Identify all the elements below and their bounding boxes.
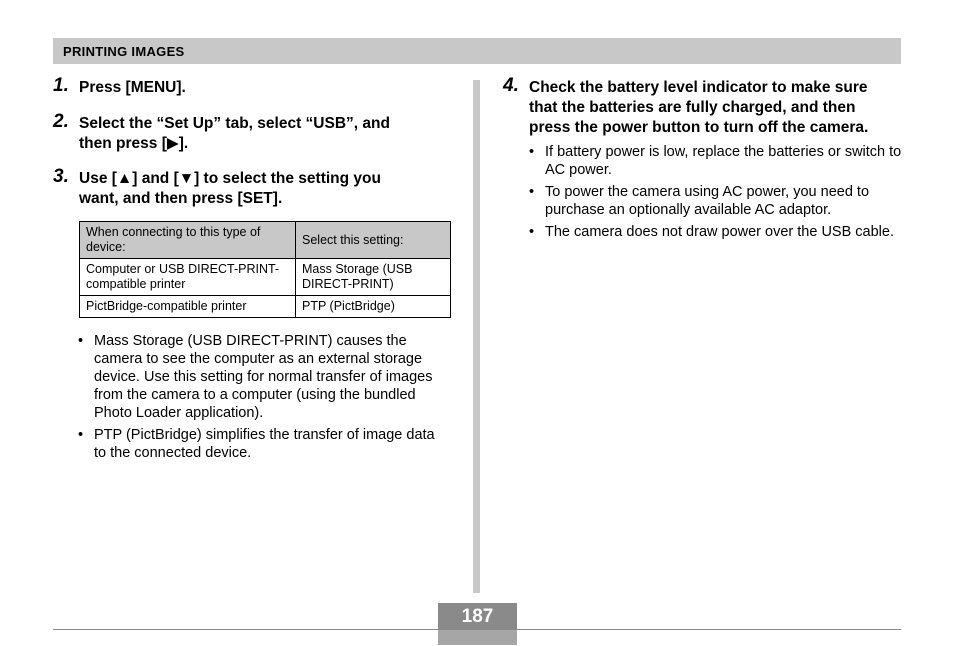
- left-notes-list: [78, 332, 440, 466]
- step-4-line-2: that the batteries are fully charged, and then: [529, 99, 856, 116]
- column-divider: [473, 80, 480, 593]
- step-3: [53, 166, 453, 211]
- page-badge-lower-band: [438, 630, 517, 645]
- step-3-line-1: Use [▲] and [▼] to select the setting you: [79, 170, 381, 187]
- note-text: Mass Storage (USB DIRECT-PRINT) causes the camera to see the computer as an external storage device. Use this setting for normal transfer of images from the camera to a computer (using the bundled Photo Loader application).: [94, 333, 433, 421]
- table-cell-setting: Mass Storage (USB DIRECT-PRINT): [296, 259, 451, 296]
- step-3-line-2: want, and then press [SET].: [79, 190, 283, 207]
- usb-settings-table: [79, 221, 451, 318]
- bullet-icon: •: [529, 224, 535, 240]
- table-cell-device: PictBridge-compatible printer: [80, 296, 296, 318]
- step-1: [53, 75, 453, 100]
- step-2-text: [79, 114, 390, 154]
- bullet-icon: •: [529, 184, 535, 200]
- list-item: [78, 426, 440, 462]
- table-row: [80, 259, 451, 296]
- section-header-bar: [53, 38, 901, 64]
- list-item: [78, 332, 440, 422]
- right-notes-list: [529, 143, 903, 245]
- list-item: [529, 143, 903, 179]
- table-cell-setting: PTP (PictBridge): [296, 296, 451, 318]
- step-3-text: [79, 169, 381, 209]
- step-1-number: 1.: [53, 75, 69, 96]
- table-row: [80, 296, 451, 318]
- table-cell-device: Computer or USB DIRECT-PRINT-compatible printer: [80, 259, 296, 296]
- step-4: [503, 75, 903, 140]
- list-item: [529, 183, 903, 219]
- step-2-number: 2.: [53, 111, 69, 132]
- page-number-badge: [438, 603, 517, 645]
- step-2-line-1: Select the “Set Up” tab, select “USB”, and: [79, 115, 390, 132]
- step-4-line-1: Check the battery level indicator to make sure: [529, 79, 868, 96]
- note-text: The camera does not draw power over the USB cable.: [545, 224, 894, 240]
- table-header-device: When connecting to this type of device:: [80, 222, 296, 259]
- step-1-text: Press [MENU].: [79, 79, 186, 96]
- step-2-line-2: then press [▶].: [79, 135, 189, 152]
- note-text: To power the camera using AC power, you need to purchase an optionally available AC adaptor.: [545, 184, 870, 218]
- bullet-icon: •: [78, 427, 84, 443]
- note-text: PTP (PictBridge) simplifies the transfer of image data to the connected device.: [94, 427, 435, 461]
- table-header-row: [80, 222, 451, 259]
- step-4-text: [529, 78, 868, 138]
- bullet-icon: •: [78, 333, 84, 349]
- step-4-number: 4.: [503, 75, 519, 96]
- list-item: [529, 223, 903, 241]
- step-4-line-3: press the power button to turn off the camera.: [529, 119, 869, 136]
- bullet-icon: •: [529, 144, 535, 160]
- step-2: [53, 111, 453, 156]
- section-title: PRINTING IMAGES: [63, 44, 185, 59]
- step-3-number: 3.: [53, 166, 69, 187]
- page-number: 187: [461, 606, 494, 627]
- table-header-setting: Select this setting:: [296, 222, 451, 259]
- note-text: If battery power is low, replace the batteries or switch to AC power.: [545, 144, 902, 178]
